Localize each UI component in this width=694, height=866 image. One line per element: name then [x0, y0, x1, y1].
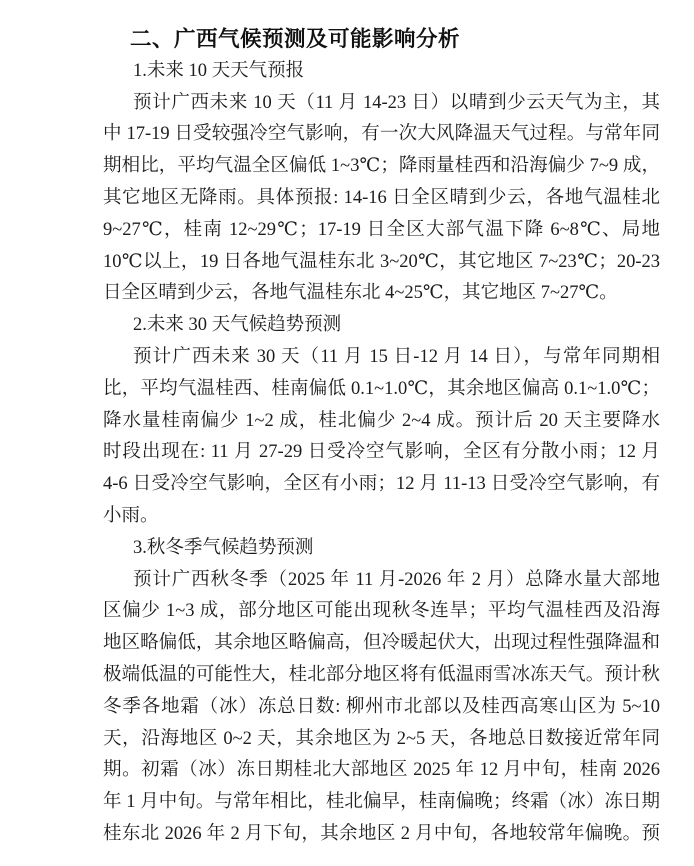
text-line: 9~27℃，桂南 12~29℃；17-19 日全区大部气温下降 6~8℃、局地 — [103, 219, 660, 240]
text-line: 预计广西未来 30 天（11 月 15 日-12 月 14 日），与常年同期相 — [133, 346, 660, 367]
text-line: 日全区晴到少云，各地气温桂东北 4~25℃，其它地区 7~27℃。 — [103, 283, 618, 304]
section-2-title: 2.未来 30 天气候趋势预测 — [133, 315, 342, 336]
text-line: 4-6 日受冷空气影响，全区有小雨；12 月 11-13 日受冷空气影响，有 — [103, 474, 660, 495]
text-line: 冬季各地霜（冰）冻总日数: 柳州市北部以及桂西高寒山区为 5~10 — [103, 696, 660, 717]
text-line: 期。初霜（冰）冻日期桂北大部地区 2025 年 12 月中旬，桂南 2026 — [103, 760, 660, 781]
text-line: 期相比，平均气温全区偏低 1~3℃；降雨量桂西和沿海偏少 7~9 成， — [103, 156, 660, 177]
text-line: 10℃以上，19 日各地气温桂东北 3~20℃，其它地区 7~23℃；20-23 — [103, 251, 660, 272]
text-line: 比，平均气温桂西、桂南偏低 0.1~1.0℃，其余地区偏高 0.1~1.0℃； — [103, 378, 660, 399]
section-3-title: 3.秋冬季气候趋势预测 — [133, 537, 314, 558]
text-line: 预计广西秋冬季（2025 年 11 月-2026 年 2 月）总降水量大部地 — [133, 569, 660, 590]
text-line: 地区略偏低，其余地区略偏高，但冷暖起伏大，出现过程性强降温和 — [103, 633, 660, 654]
text-line: 预计广西未来 10 天（11 月 14-23 日）以晴到少云天气为主，其 — [133, 92, 660, 113]
text-line: 中 17-19 日受较强冷空气影响，有一次大风降温天气过程。与常年同 — [103, 124, 660, 145]
text-line: 区偏少 1~3 成，部分地区可能出现秋冬连旱；平均气温桂西及沿海 — [103, 601, 660, 622]
section-1-title: 1.未来 10 天天气预报 — [133, 60, 305, 81]
text-line: 时段出现在: 11 月 27-29 日受冷空气影响，全区有分散小雨；12 月 — [103, 442, 660, 463]
text-line: 小雨。 — [103, 505, 159, 526]
text-line: 其它地区无降雨。具体预报: 14-16 日全区晴到少云，各地气温桂北 — [103, 187, 660, 208]
text-line: 降水量桂南偏少 1~2 成，桂北偏少 2~4 成。预计后 20 天主要降水 — [103, 410, 660, 431]
text-line: 年 1 月中旬。与常年相比，桂北偏早，桂南偏晚；终霜（冰）冻日期 — [103, 792, 660, 813]
text-line: 极端低温的可能性大，桂北部分地区将有低温雨雪冰冻天气。预计秋 — [103, 664, 660, 685]
document-heading: 二、广西气候预测及可能影响分析 — [130, 27, 461, 51]
text-line: 天，沿海地区 0~2 天，其余地区为 2~5 天，各地总日数接近常年同 — [103, 728, 660, 749]
text-line: 桂东北 2026 年 2 月下旬，其余地区 2 月中旬，各地较常年偏晚。预 — [103, 823, 660, 844]
